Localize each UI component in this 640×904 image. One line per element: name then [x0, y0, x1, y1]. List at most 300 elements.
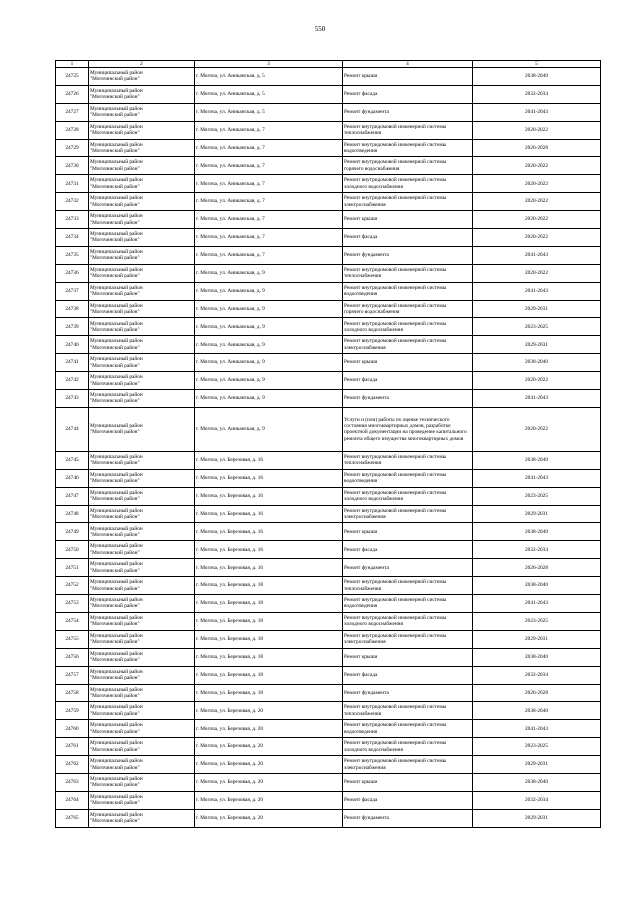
work-type-cell	[343, 523, 473, 541]
work-type-cell	[343, 211, 473, 229]
table-row	[56, 720, 601, 738]
address-cell: г. Могоча, ул. Аниканская, д. 7	[195, 139, 343, 157]
municipality-line-1: Муниципальный район	[90, 507, 143, 514]
municipality-line-1: Муниципальный район	[90, 266, 143, 273]
table-row	[56, 451, 601, 469]
municipality-cell	[89, 523, 195, 541]
address-cell: г. Могоча, ул. Березовая, д. 18	[195, 630, 343, 648]
table-row	[56, 229, 601, 247]
municipality-line-2: "Могочинский район"	[90, 291, 140, 298]
table-row	[56, 372, 601, 390]
record-number-cell: 24762	[56, 756, 89, 774]
municipality-line-1: Муниципальный район	[90, 87, 143, 94]
table-row	[56, 85, 601, 103]
record-number-cell: 24738	[56, 300, 89, 318]
work-type-line-2: электроснабжения	[344, 344, 386, 351]
work-type-line-1: Ремонт фасада	[344, 91, 378, 98]
address-cell: г. Могоча, ул. Березовая, д. 16	[195, 469, 343, 487]
address-cell: г. Могоча, ул. Березовая, д. 16	[195, 505, 343, 523]
work-type-line-1: Ремонт внутридомовой инженерной системы	[344, 284, 447, 291]
work-type-line-2: водоотведения	[344, 728, 378, 735]
work-type-cell	[343, 175, 473, 193]
work-type-line-2: электроснабжения	[344, 764, 386, 771]
municipality-line-2: "Могочинский район"	[90, 165, 140, 172]
work-type-cell	[343, 157, 473, 175]
table-row	[56, 684, 601, 702]
municipality-line-1: Муниципальный район	[90, 686, 143, 693]
municipality-line-1: Муниципальный район	[90, 70, 143, 77]
address-cell: г. Могоча, ул. Березовая, д. 18	[195, 577, 343, 595]
work-type-line-1: Ремонт внутридомовой инженерной системы	[344, 614, 447, 621]
period-cell: 2041-2043	[473, 246, 601, 264]
period-cell: 2041-2043	[473, 282, 601, 300]
address-cell: г. Могоча, ул. Аниканская, д. 9	[195, 390, 343, 408]
municipality-line-1: Муниципальный район	[90, 597, 143, 604]
work-type-line-1: Ремонт внутридомовой инженерной системы	[344, 489, 447, 496]
municipality-cell	[89, 193, 195, 211]
period-cell: 2020-2022	[473, 193, 601, 211]
work-type-cell	[343, 85, 473, 103]
municipality-line-2: "Могочинский район"	[90, 692, 140, 699]
work-type-line-1: Ремонт внутридомовой инженерной системы	[344, 471, 447, 478]
municipality-line-1: Муниципальный район	[90, 123, 143, 130]
address-cell: г. Могоча, ул. Аниканская, д. 9	[195, 318, 343, 336]
municipality-line-2: "Могочинский район"	[90, 380, 140, 387]
table-row	[56, 390, 601, 408]
work-type-line-2: водоотведения	[344, 291, 378, 298]
period-cell: 2041-2043	[473, 390, 601, 408]
work-type-cell	[343, 193, 473, 211]
period-cell: 2023-2025	[473, 738, 601, 756]
municipality-line-1: Муниципальный район	[90, 740, 143, 747]
municipality-cell	[89, 390, 195, 408]
work-type-cell	[343, 559, 473, 577]
municipality-line-2: "Могочинский район"	[90, 94, 140, 101]
record-number-cell: 24736	[56, 264, 89, 282]
table-row	[56, 773, 601, 791]
municipality-line-2: "Могочинский район"	[90, 549, 140, 556]
municipality-line-2: "Могочинский район"	[90, 362, 140, 369]
address-cell: г. Могоча, ул. Березовая, д. 20	[195, 791, 343, 809]
table-row	[56, 756, 601, 774]
address-cell: г. Могоча, ул. Березовая, д. 20	[195, 809, 343, 827]
municipality-line-1: Муниципальный район	[90, 811, 143, 818]
municipality-cell	[89, 559, 195, 577]
work-type-line-1: Ремонт внутридомовой инженерной системы	[344, 195, 447, 202]
municipality-cell	[89, 121, 195, 139]
record-number-cell: 24748	[56, 505, 89, 523]
municipality-cell	[89, 612, 195, 630]
work-type-line-2: холодного водоснабжения	[344, 496, 403, 503]
municipality-line-2: "Могочинский район"	[90, 782, 140, 789]
municipality-line-2: "Могочинский район"	[90, 219, 140, 226]
work-type-cell	[343, 372, 473, 390]
period-cell: 2029-2031	[473, 756, 601, 774]
period-cell: 2038-2040	[473, 68, 601, 86]
municipality-line-1: Муниципальный район	[90, 543, 143, 550]
table-row	[56, 246, 601, 264]
work-type-line-1: Ремонт крыши	[344, 359, 378, 366]
municipality-line-1: Муниципальный район	[90, 159, 143, 166]
work-type-cell	[343, 756, 473, 774]
column-header: 2	[89, 61, 195, 68]
municipality-line-2: "Могочинский район"	[90, 639, 140, 646]
column-header: 1	[56, 61, 89, 68]
address-cell: г. Могоча, ул. Березовая, д. 16	[195, 541, 343, 559]
address-cell: г. Могоча, ул. Березовая, д. 20	[195, 702, 343, 720]
municipality-cell	[89, 720, 195, 738]
work-type-cell	[343, 505, 473, 523]
municipality-line-1: Муниципальный район	[90, 525, 143, 532]
period-cell: 2026-2028	[473, 559, 601, 577]
municipality-cell	[89, 318, 195, 336]
work-type-line-1: Ремонт фундамента	[344, 109, 389, 116]
work-type-cell	[343, 121, 473, 139]
record-number-cell: 24764	[56, 791, 89, 809]
municipality-line-2: "Могочинский район"	[90, 460, 140, 467]
municipality-cell	[89, 354, 195, 372]
municipality-line-2: "Могочинский район"	[90, 764, 140, 771]
record-number-cell: 24758	[56, 684, 89, 702]
record-number-cell: 24739	[56, 318, 89, 336]
work-type-line-1: Ремонт внутридомовой инженерной системы	[344, 453, 447, 460]
record-number-cell: 24751	[56, 559, 89, 577]
address-cell: г. Могоча, ул. Аниканская, д. 9	[195, 407, 343, 451]
work-type-line-1: Ремонт фасада	[344, 234, 378, 241]
municipality-cell	[89, 282, 195, 300]
municipality-cell	[89, 300, 195, 318]
table-row	[56, 541, 601, 559]
address-cell: г. Могоча, ул. Березовая, д. 16	[195, 559, 343, 577]
municipality-line-2: "Могочинский район"	[90, 514, 140, 521]
table-row	[56, 318, 601, 336]
municipality-cell	[89, 487, 195, 505]
municipality-cell	[89, 336, 195, 354]
period-cell: 2023-2025	[473, 612, 601, 630]
municipality-cell	[89, 630, 195, 648]
work-type-cell	[343, 666, 473, 684]
work-type-line-2: горячего водоснабжения	[344, 309, 400, 316]
period-cell: 2023-2025	[473, 318, 601, 336]
header-row	[56, 61, 601, 68]
municipality-line-2: "Могочинский район"	[90, 255, 140, 262]
municipality-line-2: "Могочинский район"	[90, 728, 140, 735]
record-number-cell: 24759	[56, 702, 89, 720]
municipality-line-1: Муниципальный район	[90, 105, 143, 112]
address-cell: г. Могоча, ул. Аниканская, д. 9	[195, 354, 343, 372]
municipality-line-2: "Могочинский район"	[90, 273, 140, 280]
column-header: 3	[195, 61, 343, 68]
address-cell: г. Могоча, ул. Аниканская, д. 7	[195, 246, 343, 264]
record-number-cell: 24743	[56, 390, 89, 408]
period-cell: 2026-2028	[473, 139, 601, 157]
period-cell: 2020-2022	[473, 229, 601, 247]
municipality-line-1: Муниципальный район	[90, 632, 143, 639]
period-cell: 2029-2031	[473, 300, 601, 318]
work-type-line-2: водоотведения	[344, 478, 378, 485]
work-type-line-2: водоотведения	[344, 148, 378, 154]
table-row	[56, 666, 601, 684]
municipality-line-1: Муниципальный район	[90, 392, 143, 399]
address-cell: г. Могоча, ул. Аниканская, д. 5	[195, 85, 343, 103]
municipality-line-1: Муниципальный район	[90, 213, 143, 220]
table-row	[56, 505, 601, 523]
table-row	[56, 648, 601, 666]
municipality-cell	[89, 264, 195, 282]
table-row	[56, 68, 601, 86]
municipality-cell	[89, 541, 195, 559]
address-cell: г. Могоча, ул. Березовая, д. 16	[195, 487, 343, 505]
work-type-line-1: Ремонт фундамента	[344, 564, 389, 571]
municipality-line-1: Муниципальный район	[90, 722, 143, 729]
municipality-line-1: Муниципальный район	[90, 668, 143, 675]
municipality-line-2: "Могочинский район"	[90, 237, 140, 244]
municipality-line-1: Муниципальный район	[90, 177, 143, 184]
municipality-cell	[89, 684, 195, 702]
municipality-cell	[89, 157, 195, 175]
record-number-cell: 24753	[56, 595, 89, 613]
record-number-cell: 24735	[56, 246, 89, 264]
work-type-cell	[343, 407, 473, 451]
work-type-cell	[343, 246, 473, 264]
table-row	[56, 612, 601, 630]
work-type-line-2: теплоснабжения	[344, 460, 382, 467]
work-type-cell	[343, 630, 473, 648]
work-type-line-1: Ремонт крыши	[344, 653, 378, 660]
municipality-line-1: Муниципальный район	[90, 195, 143, 202]
address-cell: г. Могоча, ул. Березовая, д. 16	[195, 523, 343, 541]
work-type-cell	[343, 791, 473, 809]
work-type-cell	[343, 264, 473, 282]
municipality-line-2: "Могочинский район"	[90, 657, 140, 664]
record-number-cell: 24728	[56, 121, 89, 139]
address-cell: г. Могоча, ул. Березовая, д. 18	[195, 666, 343, 684]
work-type-cell	[343, 809, 473, 827]
municipality-line-1: Муниципальный район	[90, 284, 143, 291]
work-type-line-1: Ремонт крыши	[344, 779, 378, 786]
address-cell: г. Могоча, ул. Аниканская, д. 9	[195, 300, 343, 318]
address-cell: г. Могоча, ул. Березовая, д. 18	[195, 648, 343, 666]
address-cell: г. Могоча, ул. Аниканская, д. 9	[195, 282, 343, 300]
table-row	[56, 211, 601, 229]
record-number-cell: 24756	[56, 648, 89, 666]
record-number-cell: 24760	[56, 720, 89, 738]
address-cell: г. Могоча, ул. Березовая, д. 18	[195, 595, 343, 613]
work-type-line-1: Ремонт фасада	[344, 797, 378, 804]
municipality-cell	[89, 246, 195, 264]
period-cell: 2029-2031	[473, 630, 601, 648]
period-cell: 2029-2031	[473, 505, 601, 523]
period-cell: 2020-2022	[473, 175, 601, 193]
municipality-line-1: Муниципальный район	[90, 758, 143, 765]
work-type-line-1: Ремонт внутридомовой инженерной системы	[344, 302, 447, 309]
municipality-cell	[89, 451, 195, 469]
municipality-line-1: Муниципальный район	[90, 231, 143, 238]
table-body	[56, 68, 601, 828]
table-row	[56, 157, 601, 175]
address-cell: г. Могоча, ул. Аниканская, д. 5	[195, 68, 343, 86]
address-cell: г. Могоча, ул. Аниканская, д. 9	[195, 336, 343, 354]
table-row	[56, 738, 601, 756]
work-type-line-2: электроснабжения	[344, 639, 386, 646]
repair-schedule-table	[55, 60, 601, 828]
period-cell: 2029-2031	[473, 336, 601, 354]
table-row	[56, 791, 601, 809]
period-cell: 2032-2034	[473, 666, 601, 684]
work-type-line-2: холодного водоснабжения	[344, 746, 403, 753]
work-type-cell	[343, 648, 473, 666]
work-type-line-1: Ремонт фундамента	[344, 252, 389, 259]
work-type-line-1: Ремонт крыши	[344, 528, 378, 535]
address-cell: г. Могоча, ул. Березовая, д. 20	[195, 720, 343, 738]
municipality-line-1: Муниципальный район	[90, 561, 143, 568]
work-type-cell	[343, 738, 473, 756]
period-cell: 2038-2040	[473, 702, 601, 720]
municipality-line-2: "Могочинский район"	[90, 603, 140, 610]
address-cell: г. Могоча, ул. Березовая, д. 18	[195, 684, 343, 702]
municipality-line-2: "Могочинский район"	[90, 344, 140, 351]
period-cell: 2023-2025	[473, 487, 601, 505]
table-row	[56, 523, 601, 541]
municipality-line-2: "Могочинский район"	[90, 201, 140, 208]
work-type-cell	[343, 541, 473, 559]
period-cell: 2041-2043	[473, 103, 601, 121]
municipality-line-1: Муниципальный район	[90, 338, 143, 345]
record-number-cell: 24725	[56, 68, 89, 86]
municipality-line-1: Муниципальный район	[90, 141, 143, 148]
period-cell: 2041-2043	[473, 720, 601, 738]
record-number-cell: 24747	[56, 487, 89, 505]
municipality-line-2: "Могочинский район"	[90, 746, 140, 753]
table-row	[56, 103, 601, 121]
municipality-cell	[89, 103, 195, 121]
work-type-line-1: Ремонт фундамента	[344, 395, 389, 402]
work-type-line-2: теплоснабжения	[344, 130, 382, 137]
period-cell: 2038-2040	[473, 354, 601, 372]
municipality-cell	[89, 68, 195, 86]
address-cell: г. Могоча, ул. Березовая, д. 20	[195, 738, 343, 756]
address-cell: г. Могоча, ул. Березовая, д. 20	[195, 756, 343, 774]
work-type-line-1: Ремонт внутридомовой инженерной системы	[344, 740, 447, 747]
period-cell: 2020-2022	[473, 264, 601, 282]
municipality-line-1: Муниципальный район	[90, 302, 143, 309]
table-row	[56, 809, 601, 827]
work-type-cell	[343, 390, 473, 408]
municipality-line-1: Муниципальный район	[90, 356, 143, 363]
work-type-cell	[343, 773, 473, 791]
table-row	[56, 469, 601, 487]
work-type-line-1: Ремонт фундамента	[344, 814, 389, 821]
work-type-cell	[343, 577, 473, 595]
period-cell: 2026-2028	[473, 684, 601, 702]
municipality-cell	[89, 648, 195, 666]
record-number-cell: 24750	[56, 541, 89, 559]
record-number-cell: 24726	[56, 85, 89, 103]
work-type-line-1: Ремонт внутридомовой инженерной системы	[344, 123, 447, 130]
municipality-line-2: "Могочинский район"	[90, 567, 140, 574]
address-cell: г. Могоча, ул. Березовая, д. 16	[195, 451, 343, 469]
work-type-line-1: Ремонт фасада	[344, 671, 378, 678]
work-type-cell	[343, 702, 473, 720]
work-type-cell	[343, 336, 473, 354]
address-cell: г. Могоча, ул. Аниканская, д. 7	[195, 211, 343, 229]
address-cell: г. Могоча, ул. Аниканская, д. 7	[195, 229, 343, 247]
period-cell: 2032-2034	[473, 85, 601, 103]
work-type-line-2: теплоснабжения	[344, 585, 382, 592]
work-type-line-1: Ремонт крыши	[344, 216, 378, 223]
municipality-line-2: "Могочинский район"	[90, 326, 140, 333]
work-type-cell	[343, 684, 473, 702]
column-header: 4	[343, 61, 473, 68]
work-type-line-1: Услуги и (или) работы по оценке технического состояния многоквартирных домов, разработке проектной документации на проведение капитального ремонта общего имущества многоквартирных домов	[344, 416, 467, 442]
municipality-line-1: Муниципальный район	[90, 793, 143, 800]
record-number-cell: 24746	[56, 469, 89, 487]
period-cell: 2032-2034	[473, 541, 601, 559]
municipality-cell	[89, 85, 195, 103]
municipality-line-2: "Могочинский район"	[90, 621, 140, 628]
municipality-line-1: Муниципальный район	[90, 320, 143, 327]
work-type-line-1: Ремонт фасада	[344, 377, 378, 384]
municipality-line-2: "Могочинский район"	[90, 148, 140, 154]
table-row	[56, 193, 601, 211]
work-type-cell	[343, 229, 473, 247]
page-number: 550	[314, 25, 326, 33]
period-cell: 2038-2040	[473, 648, 601, 666]
work-type-line-2: холодного водоснабжения	[344, 621, 403, 628]
work-type-line-1: Ремонт крыши	[344, 73, 378, 80]
municipality-line-1: Муниципальный район	[90, 579, 143, 586]
table-row	[56, 264, 601, 282]
municipality-cell	[89, 756, 195, 774]
work-type-line-2: горячего водоснабжения	[344, 165, 400, 172]
period-cell: 2020-2022	[473, 157, 601, 175]
work-type-line-1: Ремонт внутридомовой инженерной системы	[344, 507, 447, 514]
municipality-line-2: "Могочинский район"	[90, 112, 140, 119]
period-cell: 2020-2022	[473, 121, 601, 139]
work-type-line-1: Ремонт внутридомовой инженерной системы	[344, 141, 447, 148]
period-cell: 2032-2034	[473, 791, 601, 809]
work-type-line-2: холодного водоснабжения	[344, 326, 403, 333]
work-type-cell	[343, 103, 473, 121]
record-number-cell: 24742	[56, 372, 89, 390]
municipality-cell	[89, 773, 195, 791]
table-row	[56, 630, 601, 648]
municipality-line-2: "Могочинский район"	[90, 675, 140, 682]
work-type-cell	[343, 469, 473, 487]
table-row	[56, 577, 601, 595]
table-row	[56, 559, 601, 577]
period-cell: 2038-2040	[473, 523, 601, 541]
table-row	[56, 702, 601, 720]
municipality-cell	[89, 809, 195, 827]
work-type-line-1: Ремонт внутридомовой инженерной системы	[344, 579, 447, 586]
work-type-cell	[343, 720, 473, 738]
period-cell: 2041-2043	[473, 469, 601, 487]
record-number-cell: 24757	[56, 666, 89, 684]
work-type-line-1: Ремонт внутридомовой инженерной системы	[344, 722, 447, 729]
municipality-line-2: "Могочинский район"	[90, 309, 140, 316]
record-number-cell: 24752	[56, 577, 89, 595]
record-number-cell: 24730	[56, 157, 89, 175]
address-cell: г. Могоча, ул. Аниканская, д. 9	[195, 372, 343, 390]
municipality-line-2: "Могочинский район"	[90, 183, 140, 190]
record-number-cell: 24754	[56, 612, 89, 630]
period-cell: 2038-2040	[473, 773, 601, 791]
municipality-cell	[89, 505, 195, 523]
municipality-line-1: Муниципальный район	[90, 423, 143, 430]
municipality-line-2: "Могочинский район"	[90, 585, 140, 592]
municipality-line-2: "Могочинский район"	[90, 496, 140, 503]
